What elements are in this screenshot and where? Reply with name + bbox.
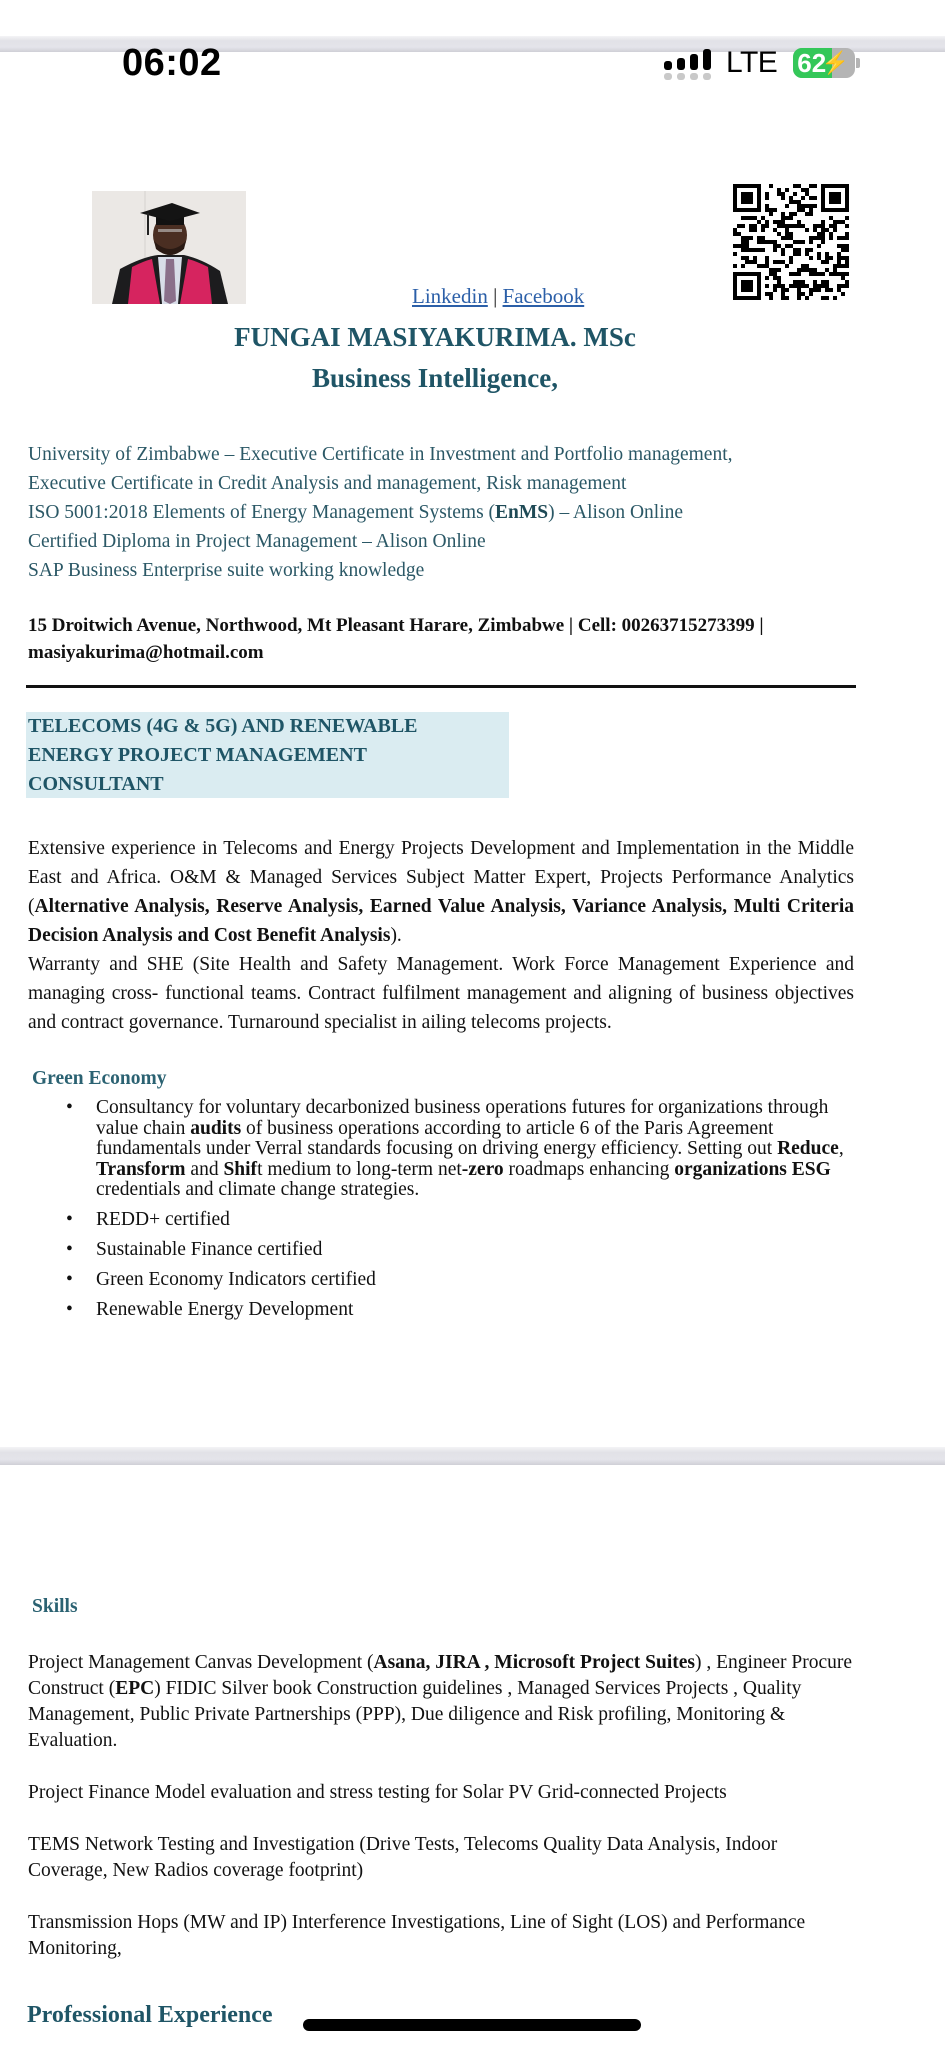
qualifications-list bbox=[28, 440, 733, 585]
qualification-item: SAP Business Enterprise suite working knowledge bbox=[28, 560, 425, 581]
list-item bbox=[66, 1239, 856, 1260]
candidate-name: FUNGAI MASIYAKURIMA. MSc bbox=[234, 322, 636, 352]
summary-paragraph bbox=[28, 834, 854, 950]
item-text: , bbox=[838, 1138, 844, 1159]
qr-code[interactable] bbox=[733, 184, 849, 300]
profile-photo bbox=[92, 191, 246, 304]
skill-bold: Asana, JIRA , Microsoft Project Suites bbox=[373, 1652, 696, 1673]
cellular-signal-icon bbox=[664, 46, 714, 80]
item-bold: Shif bbox=[223, 1158, 258, 1180]
item-text: and bbox=[185, 1158, 224, 1180]
home-indicator[interactable] bbox=[303, 2019, 641, 2031]
item-text: credentials and climate change strategies. bbox=[96, 1179, 420, 1200]
role-title-line: TELECOMS (4G & 5G) AND RENEWABLE bbox=[28, 715, 418, 737]
facebook-link[interactable]: Facebook bbox=[502, 284, 585, 308]
item-bold: audits bbox=[190, 1117, 242, 1139]
qualification-text: ISO 5001:2018 Elements of Energy Management Systems ( bbox=[28, 502, 496, 523]
summary-bold: Alternative Analysis, Reserve Analysis, Earned Value Analysis, Variance Analysis, Multi Criteria Decision Analysis and Cost Benefit Analysis bbox=[28, 896, 854, 946]
professional-experience-heading: Professional Experience bbox=[27, 2002, 273, 2028]
qualification-item: Executive Certificate in Credit Analysis and management, Risk management bbox=[28, 473, 627, 494]
skill-paragraph bbox=[28, 1650, 858, 1754]
item-text: Green Economy Indicators certified bbox=[96, 1268, 376, 1290]
summary-paragraph: Warranty and SHE (Site Health and Safety Management. Work Force Management Experience and managing cross- functional teams. Contract fulfilment management and aligning of business objectives and contract governance. Turnaround specialist in ailing telecoms projects. bbox=[28, 954, 854, 1033]
item-bold: Transform bbox=[96, 1158, 186, 1180]
list-item bbox=[66, 1269, 856, 1290]
email-address[interactable]: masiyakurima@hotmail.com bbox=[28, 642, 264, 663]
item-text: Sustainable Finance certified bbox=[96, 1238, 323, 1260]
bullet-icon: • bbox=[66, 1097, 73, 1118]
list-item bbox=[66, 1209, 856, 1230]
qualification-item bbox=[28, 498, 733, 527]
item-text: roadmaps enhancing bbox=[503, 1158, 675, 1180]
battery-icon bbox=[793, 48, 855, 78]
list-item bbox=[66, 1299, 856, 1320]
link-separator: | bbox=[493, 284, 498, 308]
battery-nub bbox=[856, 58, 860, 68]
address-phone: 15 Droitwich Avenue, Northwood, Mt Pleasant Harare, Zimbabwe | Cell: 00263715273399 | bbox=[28, 615, 764, 636]
item-bold: organizations ESG bbox=[674, 1158, 831, 1180]
bullet-icon: • bbox=[66, 1238, 73, 1260]
linkedin-link[interactable]: Linkedin bbox=[412, 284, 488, 308]
professional-summary bbox=[28, 834, 854, 1037]
charging-bolt-icon: ⚡ bbox=[821, 50, 850, 75]
qualification-item: Certified Diploma in Project Management – Alison Online bbox=[28, 531, 486, 552]
role-title-line: CONSULTANT bbox=[28, 773, 164, 795]
summary-text: ). bbox=[390, 925, 402, 946]
green-economy-list bbox=[66, 1098, 856, 1329]
bullet-icon: • bbox=[66, 1208, 73, 1230]
bullet-icon: • bbox=[66, 1268, 73, 1290]
social-links bbox=[412, 284, 584, 309]
skills-heading: Skills bbox=[32, 1596, 78, 1617]
item-bold: Reduce bbox=[777, 1138, 839, 1159]
status-time: 06:02 bbox=[122, 42, 222, 84]
contact-info bbox=[28, 612, 868, 666]
page-break bbox=[0, 1447, 945, 1465]
skill-text: ) , Engineer Procure Construct ( bbox=[28, 1652, 853, 1699]
item-text: Renewable Energy Development bbox=[96, 1298, 354, 1320]
role-banner bbox=[26, 712, 509, 798]
skill-paragraph: TEMS Network Testing and Investigation (Drive Tests, Telecoms Quality Data Analysis, Indoor Coverage, New Radios coverage footprint) bbox=[28, 1834, 778, 1881]
item-text: REDD+ certified bbox=[96, 1208, 230, 1230]
network-type: LTE bbox=[726, 46, 778, 79]
qualification-item: University of Zimbabwe – Executive Certificate in Investment and Portfolio management, bbox=[28, 444, 733, 465]
qualification-bold: EnMS bbox=[495, 502, 549, 523]
horizontal-divider bbox=[26, 685, 856, 688]
item-text: of business operations according to article 6 of the Paris Agreement fundamentals under Verral standards focusing on driving energy efficiency. Setting out bbox=[96, 1117, 778, 1159]
item-bold: -zero bbox=[461, 1158, 504, 1180]
skill-paragraph: Project Finance Model evaluation and stress testing for Solar PV Grid-connected Projects bbox=[28, 1782, 727, 1803]
green-economy-heading: Green Economy bbox=[32, 1068, 167, 1089]
item-text: t medium to long-term net bbox=[257, 1158, 462, 1180]
skill-text: ) FIDIC Silver book Construction guidelines , Managed Services Projects , Quality Management, Public Private Partnerships (PPP), Due diligence and Risk profiling, Monitoring & Evaluation. bbox=[28, 1678, 802, 1751]
summary-text: Extensive experience in Telecoms and Energy Projects Development and Implementation in the Middle East and Africa. O&M & Managed Services Subject Matter Expert, Projects Performance Analytics ( bbox=[28, 838, 854, 917]
candidate-subtitle: Business Intelligence, bbox=[311, 363, 559, 393]
skill-text: Project Management Canvas Development ( bbox=[28, 1652, 374, 1673]
battery-level: 62 bbox=[797, 48, 827, 78]
list-item bbox=[66, 1098, 856, 1201]
skill-bold: EPC bbox=[115, 1678, 155, 1699]
skills-section bbox=[28, 1650, 858, 1988]
role-title-line: ENERGY PROJECT MANAGEMENT bbox=[28, 744, 367, 766]
item-text: Consultancy for voluntary decarbonized business operations futures for organizations through value chain bbox=[96, 1097, 829, 1139]
bullet-icon: • bbox=[66, 1298, 73, 1320]
qualification-text: ) – Alison Online bbox=[548, 502, 684, 523]
status-indicators bbox=[664, 46, 860, 80]
skill-paragraph: Transmission Hops (MW and IP) Interference Investigations, Line of Sight (LOS) and Performance Monitoring, bbox=[28, 1912, 806, 1959]
